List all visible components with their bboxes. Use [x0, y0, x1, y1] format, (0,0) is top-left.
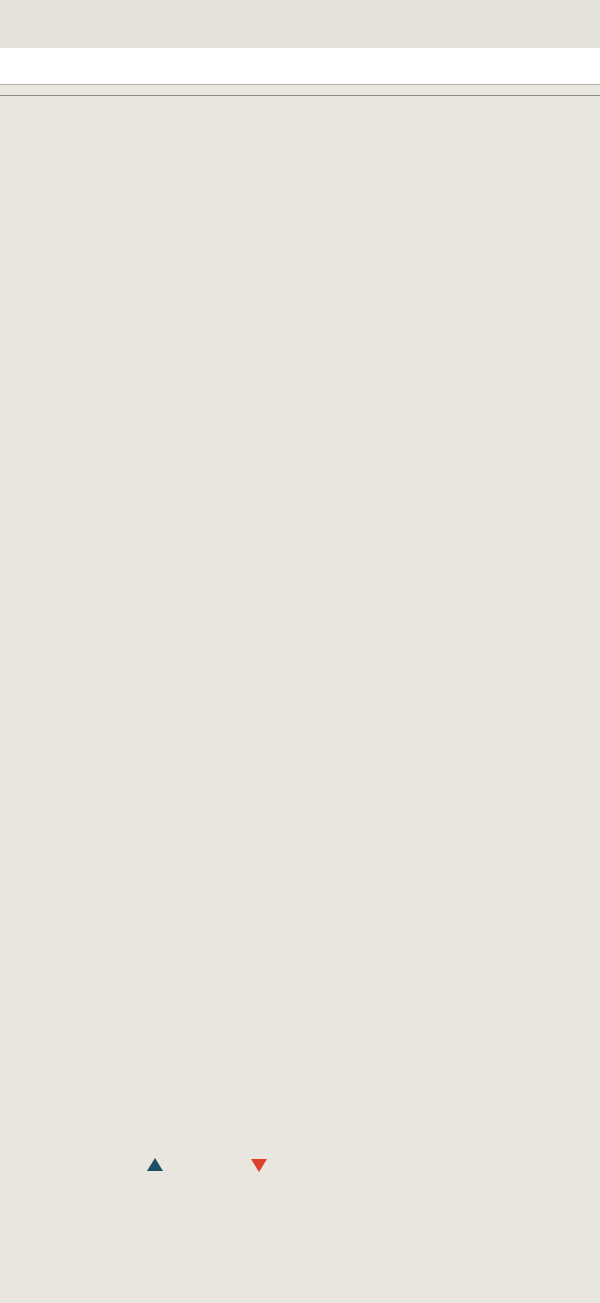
- legend-up-triangle-icon: [146, 1157, 164, 1172]
- chart-title: [0, 0, 600, 48]
- legend: [0, 1150, 600, 1180]
- legend-down-triangle-icon: [250, 1158, 268, 1173]
- chart-subtitle: [0, 48, 600, 85]
- table-separator: [0, 85, 600, 96]
